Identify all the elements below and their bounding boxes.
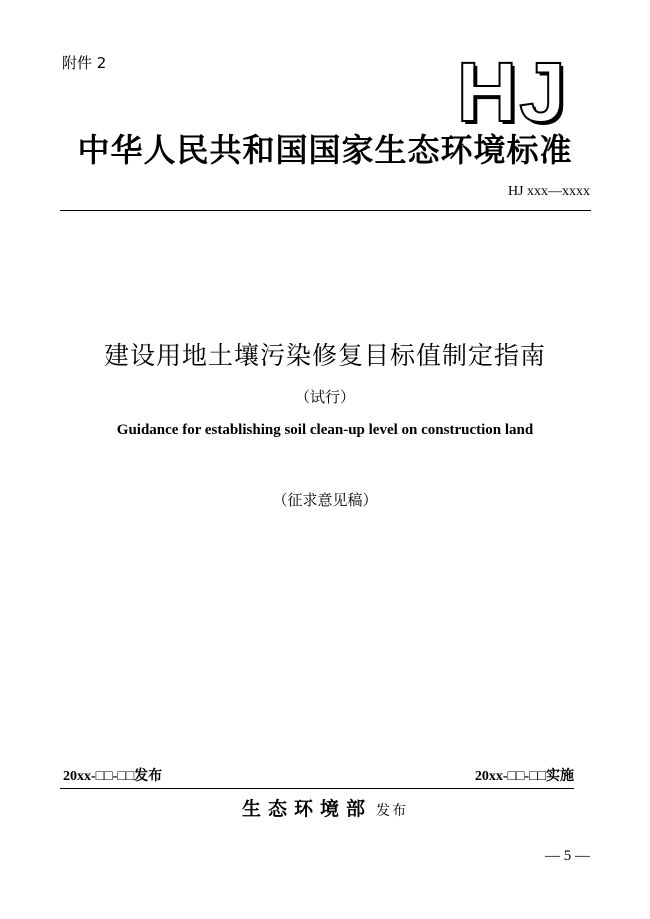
english-title: Guidance for establishing soil clean-up level on construction land <box>116 422 534 438</box>
issuer-line <box>0 794 650 821</box>
standard-code: HJ xxx—xxxx <box>507 184 590 199</box>
hj-logo: HJ <box>456 45 568 139</box>
trial-label: （试行） <box>294 388 355 406</box>
issuer: 生态环境部 <box>241 798 372 820</box>
page-number: — 5 — <box>545 848 590 864</box>
release-date: 20xx-□□-□□发布 <box>63 769 163 784</box>
issue-word: 发布 <box>376 803 408 819</box>
top-divider <box>60 210 591 211</box>
draft-status: （征求意见稿） <box>272 491 378 509</box>
standard-title: 中华人民共和国国家生态环境标准 <box>77 131 573 169</box>
attachment-label: 附件 2 <box>62 54 107 72</box>
implementation-date: 20xx-□□-□□实施 <box>474 769 574 784</box>
document-title: 建设用地土壤污染修复目标值制定指南 <box>103 341 546 370</box>
bottom-divider <box>60 788 574 789</box>
